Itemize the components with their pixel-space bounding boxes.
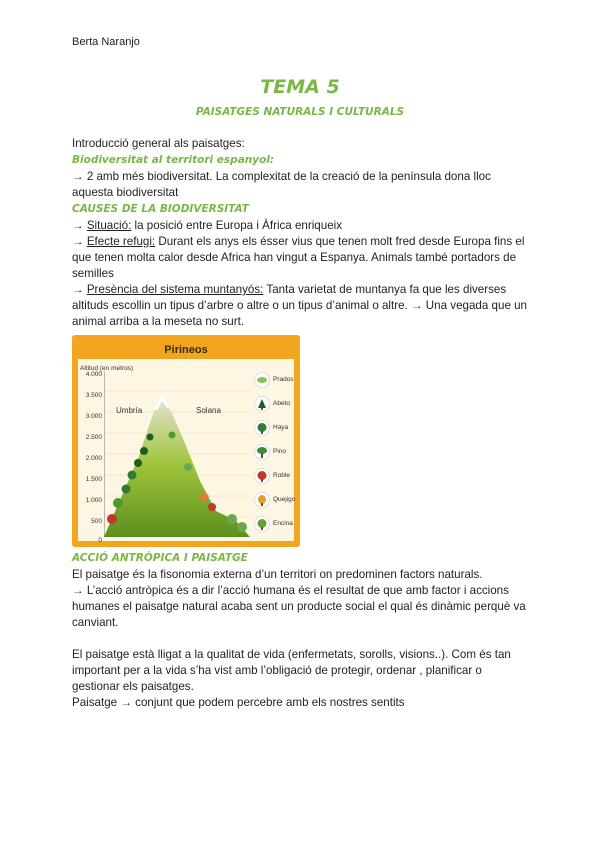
abeto-icon bbox=[254, 396, 270, 412]
paragraph: → L’acció antròpica és a dir l’acció humana és el resultat de que amb factor i accions humanes el paisatge natural acaba sent un producte social el qual és dinàmic perquè va canviant. bbox=[72, 584, 526, 629]
altitude-tick: 2.500 bbox=[85, 434, 102, 441]
legend-label: Quejigo bbox=[273, 496, 296, 503]
prados-icon bbox=[254, 372, 270, 388]
figure-panel bbox=[78, 341, 296, 544]
biodiversitat-text: → 2 amb més biodiversitat. La complexitat de la creació de la península dona lloc aquesta biodiversitat bbox=[72, 170, 491, 199]
cause-term: Presència del sistema muntanyós: bbox=[86, 283, 264, 296]
section-heading-biodiversitat: Biodiversitat al territori espanyol: bbox=[72, 154, 275, 166]
legend-label: Prados bbox=[273, 376, 294, 383]
altitude-tick: 2.000 bbox=[85, 455, 102, 462]
legend-label: Abeto bbox=[273, 400, 290, 407]
altitude-tick: 0 bbox=[98, 537, 102, 544]
figure-title: Pirineos bbox=[78, 341, 294, 359]
legend-item bbox=[254, 419, 288, 437]
section-heading-accio: ACCIÓ ANTRÒPICA I PAISATGE bbox=[72, 552, 248, 564]
paragraph: El paisatge està lligat a la qualitat de vida (enfermetats, sorolls, visions..). Com és tan important per a la vida s’ha vist amb l’obligació de protegir, ordenar , planificar o gestionar els paisatges. bbox=[72, 648, 511, 693]
blank-line bbox=[72, 631, 532, 647]
altitude-tick: 3.500 bbox=[85, 392, 102, 399]
legend-label: Encina bbox=[273, 520, 293, 527]
arrow-glyph: → bbox=[72, 235, 87, 248]
haya-icon bbox=[254, 420, 270, 436]
cause-text: la posició entre Europa i Àfrica enriqueix bbox=[131, 219, 343, 232]
cause-text: Tanta varietat de muntanya fa que les diverses altituds escollin un tipus d’arbre o altre o un tipus d’animal o altre. → Una vegada que un animal arriba a la meseta no surt. bbox=[72, 283, 528, 328]
legend-label: Roble bbox=[273, 472, 290, 479]
altitude-tick: 1.000 bbox=[85, 497, 102, 504]
mountain-illustration bbox=[104, 371, 250, 539]
cause-term: Situació: bbox=[86, 219, 132, 232]
altitude-tick: 4.000 bbox=[85, 371, 102, 378]
paragraph: El paisatge és la fisonomia externa d’un territori on predominen factors naturals. bbox=[72, 568, 483, 581]
cause-item bbox=[72, 282, 532, 330]
encina-icon bbox=[254, 516, 270, 532]
figure-ylabel: Altitud (en metros) bbox=[80, 365, 134, 372]
page-subtitle: PAISATGES NATURALS I CULTURALS bbox=[195, 106, 405, 118]
legend-item bbox=[254, 371, 294, 389]
section-heading-causes: CAUSES DE LA BIODIVERSITAT bbox=[72, 203, 249, 215]
document-body bbox=[72, 136, 532, 711]
altitude-tick: 3.000 bbox=[85, 413, 102, 420]
intro-text: Introducció general als paisatges: bbox=[72, 137, 245, 150]
altitude-tick: 500 bbox=[91, 518, 102, 525]
umbria-label: Umbría bbox=[116, 406, 143, 415]
legend-label: Pino bbox=[273, 448, 287, 455]
solana-label: Solana bbox=[196, 406, 221, 415]
cause-item bbox=[72, 234, 532, 282]
legend-item bbox=[254, 491, 295, 509]
author-name: Berta Naranjo bbox=[72, 36, 140, 48]
arrow-glyph: → bbox=[72, 219, 87, 232]
altitude-tick: 1.500 bbox=[85, 476, 102, 483]
legend-item bbox=[254, 515, 293, 533]
arrow-glyph: → bbox=[72, 283, 87, 296]
legend-item bbox=[254, 395, 290, 413]
legend-item bbox=[254, 467, 290, 485]
cause-term: Efecte refugi: bbox=[86, 235, 156, 248]
pino-icon bbox=[254, 444, 270, 460]
cause-item bbox=[72, 218, 532, 234]
legend-label: Haya bbox=[273, 424, 289, 431]
quejigo-icon bbox=[254, 492, 270, 508]
roble-icon bbox=[254, 468, 270, 484]
page-title: TEMA 5 bbox=[260, 76, 340, 98]
paragraph: Paisatge → conjunt que podem percebre amb els nostres sentits bbox=[72, 696, 405, 709]
legend-item bbox=[254, 443, 286, 461]
pirineos-vegetation-figure bbox=[72, 335, 300, 547]
cause-text: Durant els anys els ésser vius que tenen molt fred desde Europa fins el que tenen molta calor desde Africa han vingut a Espanya. Animals també portadors de semilles bbox=[72, 235, 525, 280]
